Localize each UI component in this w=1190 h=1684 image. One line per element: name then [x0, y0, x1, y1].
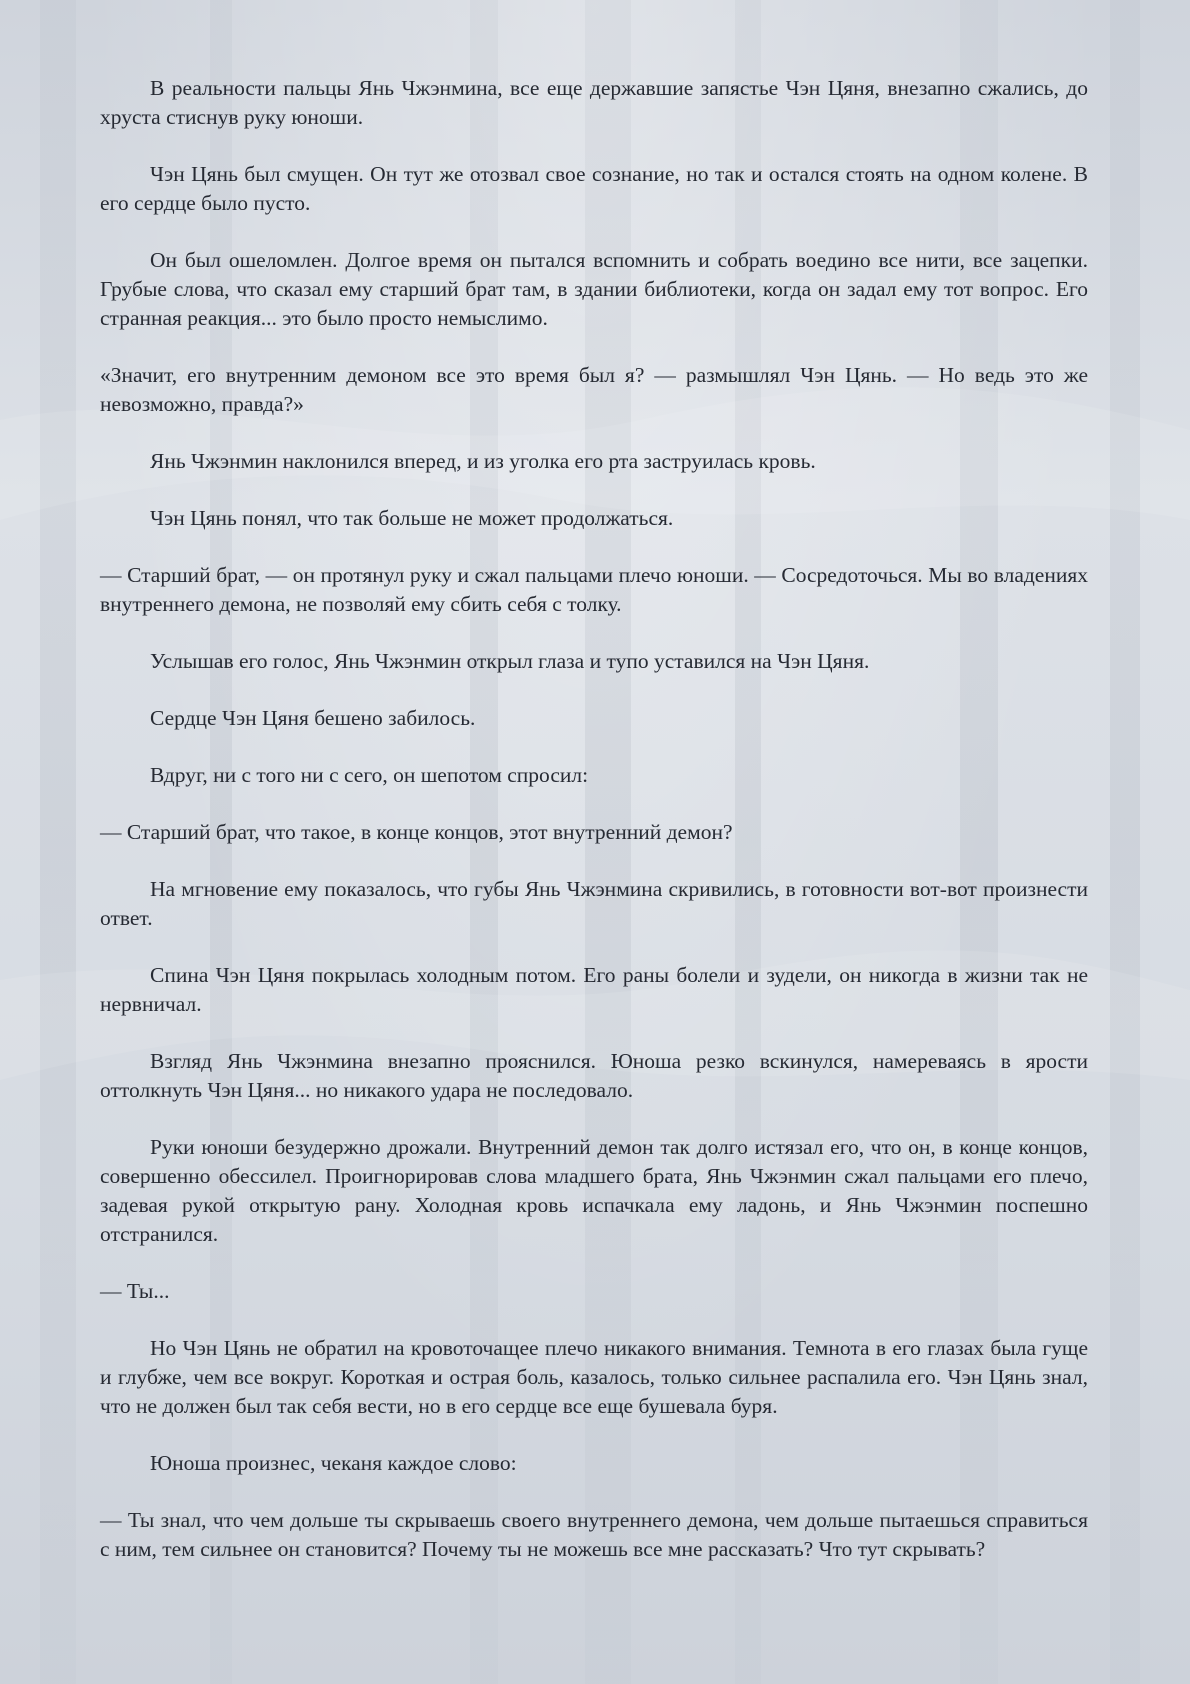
paragraph: Он был ошеломлен. Долгое время он пытался вспомнить и собрать воедино все нити, все зацепки. Грубые слова, что сказал ему старший брат там, в здании библиотеки, когда он задал ему тот вопрос. Его странная реакция... это было просто немыслимо. — [100, 248, 1088, 330]
paragraph: На мгновение ему показалось, что губы Янь Чжэнмина скривились, в готовности вот-вот произнести ответ. — [100, 877, 1088, 930]
paragraph: — Ты... — [100, 1279, 170, 1303]
paragraph: Вдруг, ни с того ни с сего, он шепотом спросил: — [150, 763, 589, 787]
paragraph: Юноша произнес, чеканя каждое слово: — [150, 1451, 517, 1475]
paragraph: — Ты знал, что чем дольше ты скрываешь своего внутреннего демона, чем дольше пытаешься справиться с ним, тем сильнее он становится? Почему ты не можешь все мне рассказать? Что тут скрывать? — [100, 1508, 1088, 1561]
paragraph: Спина Чэн Цяня покрылась холодным потом. Его раны болели и зудели, он никогда в жизни так не нервничал. — [100, 963, 1088, 1016]
paragraph: «Значит, его внутренним демоном все это время был я? — размышлял Чэн Цянь. — Но ведь это же невозможно, правда?» — [100, 363, 1088, 416]
paragraph: Руки юноши безудержно дрожали. Внутренний демон так долго истязал его, что он, в конце концов, совершенно обессилел. Проигнорировав слова младшего брата, Янь Чжэнмин сжал пальцами его плечо, задевая рукой открытую рану. Холодная кровь испачкала ему ладонь, и Янь Чжэнмин поспешно отстранился. — [100, 1135, 1088, 1246]
text-body — [100, 74, 1088, 1592]
paragraph: Чэн Цянь был смущен. Он тут же отозвал свое сознание, но так и остался стоять на одном колене. В его сердце было пусто. — [100, 162, 1088, 215]
paragraph: В реальности пальцы Янь Чжэнмина, все еще державшие запястье Чэн Цяня, внезапно сжались, до хруста стиснув руку юноши. — [100, 76, 1088, 129]
paragraph: Чэн Цянь понял, что так больше не может продолжаться. — [150, 506, 674, 530]
paragraph: Но Чэн Цянь не обратил на кровоточащее плечо никакого внимания. Темнота в его глазах была гуще и глубже, чем все вокруг. Короткая и острая боль, казалось, только сильнее распалила его. Чэн Цянь знал, что не должен был так себя вести, но в его сердце все еще бушевала буря. — [100, 1336, 1088, 1418]
paragraph: — Старший брат, что такое, в конце концов, этот внутренний демон? — [100, 820, 733, 844]
paragraph: Янь Чжэнмин наклонился вперед, и из уголка его рта заструилась кровь. — [150, 449, 816, 473]
paragraph: Услышав его голос, Янь Чжэнмин открыл глаза и тупо уставился на Чэн Цяня. — [150, 649, 870, 673]
paragraph: Сердце Чэн Цяня бешено забилось. — [150, 706, 476, 730]
paragraph: — Старший брат, — он протянул руку и сжал пальцами плечо юноши. — Сосредоточься. Мы во владениях внутреннего демона, не позволяй ему сбить себя с толку. — [100, 563, 1088, 616]
paragraph: Взгляд Янь Чжэнмина внезапно прояснился. Юноша резко вскинулся, намереваясь в ярости оттолкнуть Чэн Цяня... но никакого удара не последовало. — [100, 1049, 1088, 1102]
